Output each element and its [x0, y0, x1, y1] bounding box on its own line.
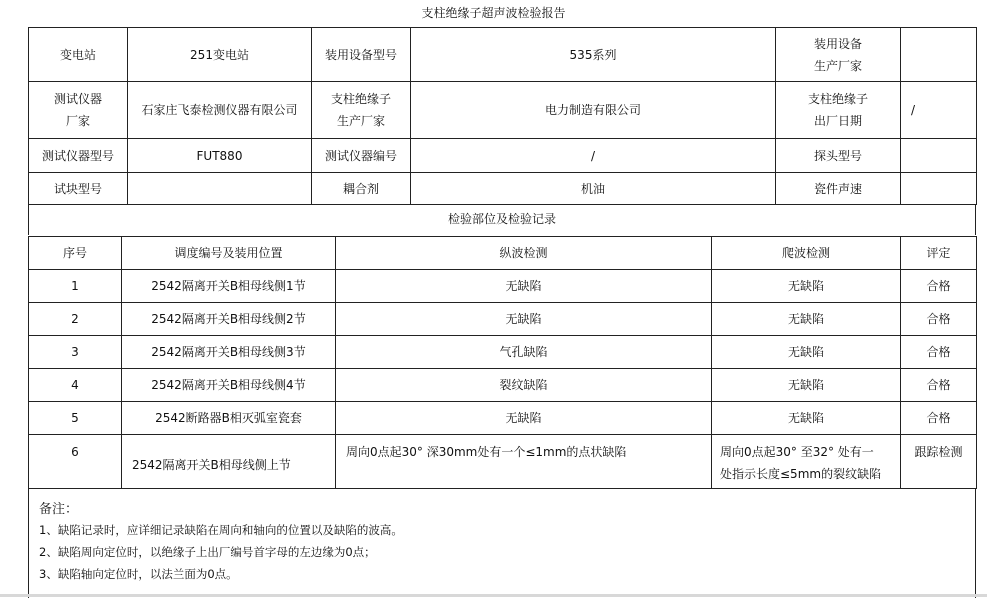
- cell: 无缺陷: [336, 303, 712, 336]
- cell: 2542隔离开关B相母线侧2节: [122, 303, 336, 336]
- value: 535系列: [411, 28, 776, 82]
- cell: 无缺陷: [712, 369, 901, 402]
- label: 装用设备型号: [312, 28, 411, 82]
- cell: 周向0点起30° 深30mm处有一个≤1mm的点状缺陷: [336, 435, 712, 489]
- cell: 1: [29, 270, 122, 303]
- value: [128, 173, 312, 205]
- header-cell: 评定: [901, 237, 977, 270]
- cell: 合格: [901, 270, 977, 303]
- label: 耦合剂: [312, 173, 411, 205]
- value: /: [411, 139, 776, 173]
- table-row: [29, 270, 977, 303]
- cell: 3: [29, 336, 122, 369]
- report-title: 支柱绝缘子超声波检验报告: [421, 6, 566, 20]
- notes-title: 备注：: [39, 502, 79, 517]
- label: 探头型号: [776, 139, 901, 173]
- cell: 合格: [901, 369, 977, 402]
- cell: 5: [29, 402, 122, 435]
- records-table: [28, 236, 977, 489]
- cell: 合格: [901, 402, 977, 435]
- value: 石家庄飞泰检测仪器有限公司: [128, 82, 312, 139]
- label: 支柱绝缘子 出厂日期: [776, 82, 901, 139]
- value: [901, 28, 977, 82]
- label: 测试仪器编号: [312, 139, 411, 173]
- header-cell: 序号: [29, 237, 122, 270]
- label: 测试仪器 厂家: [29, 82, 128, 139]
- value: 电力制造有限公司: [411, 82, 776, 139]
- cell: 气孔缺陷: [336, 336, 712, 369]
- label: 变电站: [29, 28, 128, 82]
- cell: 2542隔离开关B相母线侧4节: [122, 369, 336, 402]
- value: FUT880: [128, 139, 312, 173]
- cell: 6: [29, 435, 122, 489]
- notes: [28, 488, 976, 598]
- note-item: 3、缺陷轴向定位时，以法兰面为0点。: [39, 567, 238, 581]
- label: 支柱绝缘子 生产厂家: [312, 82, 411, 139]
- note-item: 2、缺陷周向定位时，以绝缘子上出厂编号首字母的左边缘为0点；: [39, 545, 376, 559]
- table-row: [29, 303, 977, 336]
- cell: 无缺陷: [712, 270, 901, 303]
- value: /: [901, 82, 977, 139]
- cell: 跟踪检测: [901, 435, 977, 489]
- value: 251变电站: [128, 28, 312, 82]
- cell: 无缺陷: [336, 270, 712, 303]
- note-item: 1、缺陷记录时，应详细记录缺陷在周向和轴向的位置以及缺陷的波高。: [39, 523, 403, 537]
- label: 测试仪器型号: [29, 139, 128, 173]
- cell: 4: [29, 369, 122, 402]
- table-row: [29, 369, 977, 402]
- table-row: [29, 336, 977, 369]
- cell: 无缺陷: [712, 336, 901, 369]
- section-title: 检验部位及检验记录: [28, 204, 976, 235]
- value: 机油: [411, 173, 776, 205]
- label: 瓷件声速: [776, 173, 901, 205]
- cell: 合格: [901, 303, 977, 336]
- label: 装用设备 生产厂家: [776, 28, 901, 82]
- cell: 2542隔离开关B相母线侧1节: [122, 270, 336, 303]
- header-cell: 爬波检测: [712, 237, 901, 270]
- cell: 裂纹缺陷: [336, 369, 712, 402]
- info-table: [28, 27, 977, 205]
- table-row: [29, 435, 977, 489]
- cell: 无缺陷: [712, 402, 901, 435]
- header-row: [29, 237, 977, 270]
- cell: 合格: [901, 336, 977, 369]
- header-cell: 纵波检测: [336, 237, 712, 270]
- value: [901, 139, 977, 173]
- cell: 周向0点起30° 至32° 处有一处指示长度≤5mm的裂纹缺陷: [712, 435, 901, 489]
- cell: 无缺陷: [712, 303, 901, 336]
- value: [901, 173, 977, 205]
- cell: 2542断路器B相灭弧室瓷套: [122, 402, 336, 435]
- cell: 2542隔离开关B相母线侧上节: [122, 435, 336, 489]
- header-cell: 调度编号及装用位置: [122, 237, 336, 270]
- label: 试块型号: [29, 173, 128, 205]
- cell: 无缺陷: [336, 402, 712, 435]
- table-row: [29, 402, 977, 435]
- cell: 2: [29, 303, 122, 336]
- cell: 2542隔离开关B相母线侧3节: [122, 336, 336, 369]
